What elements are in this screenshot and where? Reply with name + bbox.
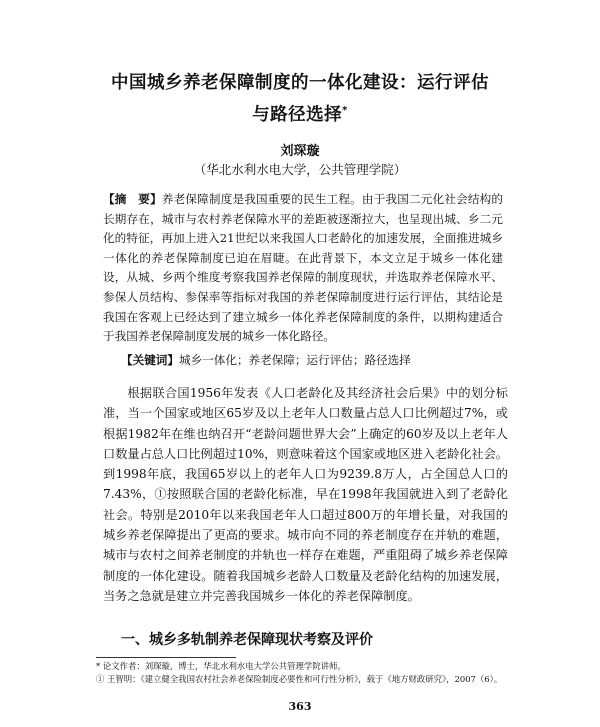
paper-title-line-2-text: 与路径选择 <box>252 105 343 125</box>
abstract-text: 养老保障制度是我国重要的民生工程。由于我国二元化社会结构的长期存在，城市与农村养老保障水平的差距被逐渐拉大，也呈现出城、乡二元化的特征，再加上进入21世纪以来我国人口老龄化的加速发展，全面推进城乡一体化的养老保障制度已迫在眉睫。在此背景下，本文立足于城乡一体化建设，从城、乡两个维度考察我国养老保障的制度现状，并选取养老保障水平、参保人员结构、参保率等指标对我国的养老保障制度进行运行评估，其结论是我国在客观上已经达到了建立城乡一体化养老保障制度的条件，以期构建适合于我国养老保障制度发展的城乡一体化路径。 <box>103 192 503 344</box>
keywords-text: 城乡一体化；养老保障；运行评估；路径选择 <box>178 353 411 367</box>
abstract-label: 【摘 要】 <box>103 192 162 206</box>
page-number: 363 <box>288 700 312 713</box>
paper-title-line-2 <box>80 101 520 126</box>
keywords-label: 【关键词】 <box>121 353 179 367</box>
footnote-reference: ① 王智明：《建立健全我国农村社会养老保险制度必要性和可行性分析》，载于《地方财政研究》，2007（6）。 <box>96 674 503 684</box>
author-affiliation: （华北水利水电大学，公共管理学院） <box>193 162 407 177</box>
section-heading: 一、城乡多轨制养老保障现状考察及评价 <box>121 632 373 648</box>
keywords <box>121 352 501 368</box>
footnote-author: * 论文作者：刘琛璇，博士，华北水利水电大学公共管理学院讲师。 <box>96 661 346 671</box>
footnote-divider <box>96 657 236 658</box>
body-paragraph: 根据联合国1956年发表《人口老龄化及其经济社会后果》中的划分标准，当一个国家或地区65岁及以上老年人口数量占总人口比例超过7%，或根据1982年在维也纳召开“老龄问题世界大会”上确定的60岁及以上老年人口数量占总人口比例超过10%，则意味着这个国家或地区进入老龄化社会。到1998年底，我国65岁以上的老年人口为9239.8万人，占全国总人口的7.43%，①按照联合国的老龄化标准，早在1998年我国就进入到了老龄化社会。特别是2010年以来我国老年人口超过800万的年增长量，对我国的城乡养老保障提出了更高的要求。城市向不同的养老制度存在并轨的难题，城市与农村之间养老制度的并轨也一样存在难题，严重阻碍了城乡养老保障制度的一体化建设。随着我国城乡老龄人口数量及老龄化结构的加速发展，当务之急就是建立并完善我国城乡一体化的养老保障制度。 <box>103 386 508 603</box>
author-name: 刘琛璇 <box>280 144 320 159</box>
title-footnote-marker: * <box>342 105 348 117</box>
abstract <box>103 190 503 347</box>
paper-title-line-1: 中国城乡养老保障制度的一体化建设：运行评估 <box>111 73 489 93</box>
